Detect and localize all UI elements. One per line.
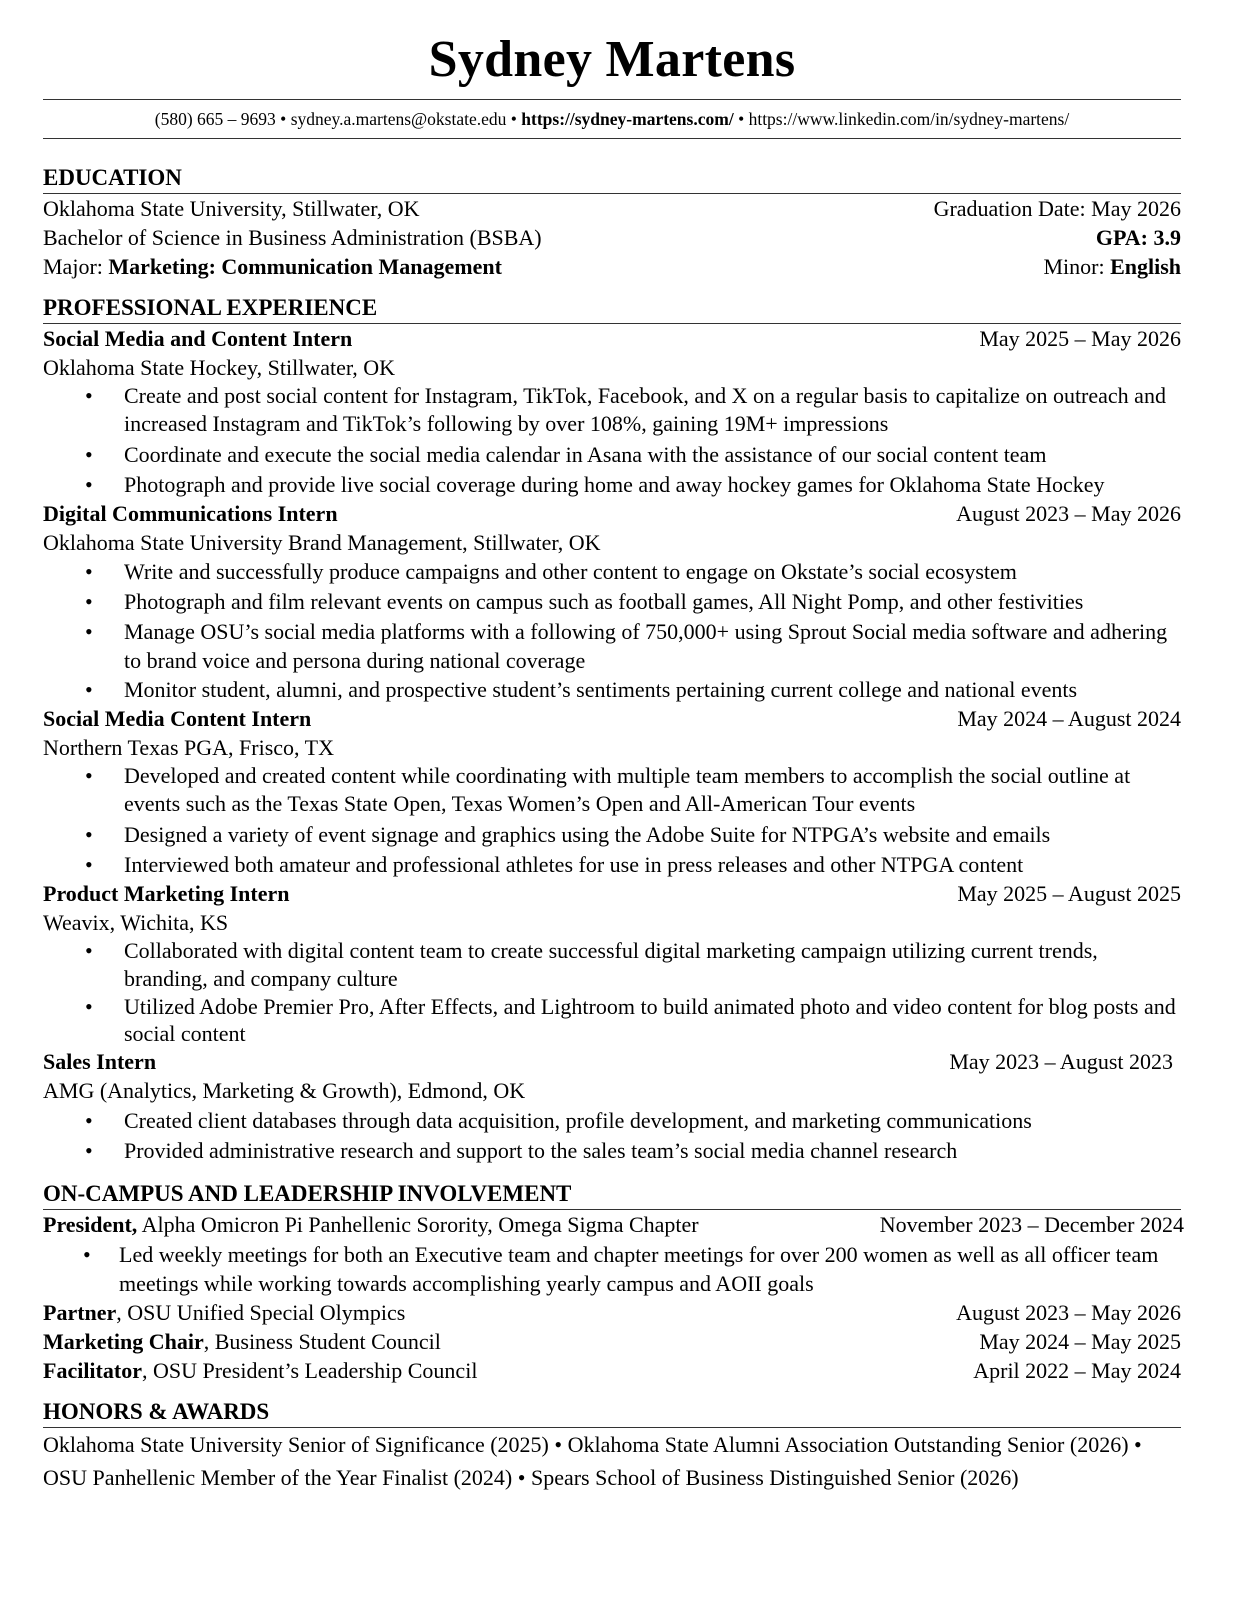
section-title: ON-CAMPUS AND LEADERSHIP INVOLVEMENT xyxy=(43,1181,572,1206)
job-dates: May 2025 – May 2026 xyxy=(979,326,1181,351)
leadership-row xyxy=(43,1356,1181,1385)
list-item: • Created client databases through data acquisition, profile development, and marketing communications xyxy=(43,1106,1181,1135)
major-value: Marketing: Communication Management xyxy=(108,254,502,279)
job-bullets xyxy=(43,762,1181,879)
job-role: Sales Intern xyxy=(43,1049,157,1074)
job-role: Social Media Content Intern xyxy=(43,706,312,731)
leadership-role: President, xyxy=(43,1212,138,1237)
leadership-dates: April 2022 – May 2024 xyxy=(973,1358,1181,1383)
list-item: • Photograph and provide live social coverage during home and away hockey games for Oklahoma State Hockey xyxy=(43,470,1181,499)
list-item: • Provided administrative research and support to the sales team’s social media channel research xyxy=(43,1136,1181,1165)
leadership-org: , OSU President’s Leadership Council xyxy=(141,1358,478,1383)
job-role: Product Marketing Intern xyxy=(43,881,290,906)
section-title: PROFESSIONAL EXPERIENCE xyxy=(43,295,378,320)
job-org xyxy=(43,908,1181,937)
list-item: • Coordinate and execute the social media calendar in Asana with the assistance of our social content team xyxy=(43,440,1181,469)
job-org xyxy=(43,733,1181,762)
list-item: • Developed and created content while coordinating with multiple team members to accomplish the social outline at events such as the Texas State Open, Texas Women’s Open and All-American Tour events xyxy=(43,762,1181,818)
honors-section xyxy=(43,1399,1181,1494)
contact-separator: • xyxy=(738,109,745,129)
job-header xyxy=(43,704,1181,733)
list-item: • Interviewed both amateur and professional athletes for use in press releases and other NTPGA content xyxy=(43,850,1181,879)
experience-section xyxy=(43,295,1181,1165)
leadership-org: Alpha Omicron Pi Panhellenic Sorority, Omega Sigma Chapter xyxy=(137,1212,699,1237)
leadership-section xyxy=(43,1181,1184,1385)
job-org xyxy=(43,353,1181,382)
graduation-date: Graduation Date: May 2026 xyxy=(933,196,1181,221)
leadership-dates: November 2023 – December 2024 xyxy=(879,1212,1184,1237)
job-dates: May 2024 – August 2024 xyxy=(957,706,1181,731)
job-bullets xyxy=(43,382,1181,499)
leadership-row xyxy=(43,1298,1181,1327)
job-role: Social Media and Content Intern xyxy=(43,326,353,351)
leadership-dates: May 2024 – May 2025 xyxy=(979,1329,1181,1354)
contact-separator: • xyxy=(510,109,517,129)
job-bullets xyxy=(43,1106,1181,1165)
leadership-role: Partner xyxy=(43,1300,117,1325)
resume-page xyxy=(43,0,1184,1494)
minor-value: English xyxy=(1110,254,1181,279)
leadership-org: , Business Student Council xyxy=(203,1329,441,1354)
leadership-bullets xyxy=(43,1240,1181,1298)
job-header xyxy=(43,324,1181,353)
contact-website[interactable]: https://sydney-martens.com/ xyxy=(521,109,734,129)
list-item: • Manage OSU’s social media platforms with a following of 750,000+ using Sprout Social media software and adhering to brand voice and persona during national coverage xyxy=(43,617,1181,675)
contact-linkedin[interactable]: https://www.linkedin.com/in/sydney-martens/ xyxy=(748,109,1070,129)
job-org-text: Weavix, Wichita, KS xyxy=(43,910,229,935)
degree: Bachelor of Science in Business Administration (BSBA) xyxy=(43,225,542,250)
list-item: • Create and post social content for Instagram, TikTok, Facebook, and X on a regular basis to capitalize on outreach and increased Instagram and TikTok’s following by over 108%, gaining 19M+ impressions xyxy=(43,382,1181,438)
major-label: Major: xyxy=(43,254,109,279)
job-org-text: Oklahoma State Hockey, Stillwater, OK xyxy=(43,355,396,380)
education-section xyxy=(43,165,1181,281)
list-item: • Write and successfully produce campaigns and other content to engage on Okstate’s social ecosystem xyxy=(43,557,1181,586)
education-row xyxy=(43,223,1181,252)
job-bullets xyxy=(43,937,1181,1047)
leadership-role: Marketing Chair xyxy=(43,1329,204,1354)
header-rule-bottom xyxy=(43,138,1181,139)
job-header xyxy=(43,879,1181,908)
job-header xyxy=(43,499,1181,528)
leadership-row xyxy=(43,1210,1184,1239)
job-role: Digital Communications Intern xyxy=(43,501,338,526)
job-org xyxy=(43,528,1181,557)
list-item: • Led weekly meetings for both an Executive team and chapter meetings for over 200 women as well as all officer team meetings while working towards accomplishing yearly campus and AOII goals xyxy=(43,1240,1181,1298)
job-org xyxy=(43,1076,1181,1105)
job-entry xyxy=(43,499,1181,704)
leadership-org: , OSU Unified Special Olympics xyxy=(116,1300,406,1325)
leadership-position xyxy=(43,1210,699,1239)
education-row xyxy=(43,252,1181,281)
contact-phone: (580) 665 – 9693 xyxy=(154,109,276,129)
job-entry xyxy=(43,1047,1181,1165)
job-org-text: Oklahoma State University Brand Management, Stillwater, OK xyxy=(43,530,601,555)
section-title: HONORS & AWARDS xyxy=(43,1399,270,1424)
job-header xyxy=(43,1047,1181,1076)
leadership-position xyxy=(43,1356,477,1385)
job-dates: May 2023 – August 2023 xyxy=(949,1049,1173,1074)
gpa: GPA: 3.9 xyxy=(1095,225,1181,250)
job-dates: May 2025 – August 2025 xyxy=(957,881,1181,906)
job-org-text: Northern Texas PGA, Frisco, TX xyxy=(43,735,334,760)
honors-text: Oklahoma State University Senior of Significance (2025) • Oklahoma State Alumni Association Outstanding Senior (2026) • OSU Panhellenic Member of the Year Finalist (2024) • Spears School of Business Distinguished Senior (2026) xyxy=(43,1432,1142,1490)
list-item: • Designed a variety of event signage and graphics using the Adobe Suite for NTPGA’s website and emails xyxy=(43,820,1181,849)
contact-email[interactable]: sydney.a.martens@okstate.edu xyxy=(290,109,507,129)
job-entry xyxy=(43,879,1181,1047)
leadership-role: Facilitator xyxy=(43,1358,142,1383)
job-bullets xyxy=(43,557,1181,704)
section-title: EDUCATION xyxy=(43,165,182,190)
list-item: • Monitor student, alumni, and prospective student’s sentiments pertaining current college and national events xyxy=(43,675,1181,704)
list-item: • Collaborated with digital content team to create successful digital marketing campaign utilizing current trends, branding, and company culture xyxy=(43,937,1181,993)
minor-label: Minor: xyxy=(1043,254,1111,279)
school-name: Oklahoma State University, Stillwater, OK xyxy=(43,196,420,221)
education-row xyxy=(43,194,1181,223)
list-item: • Photograph and film relevant events on campus such as football games, All Night Pomp, and other festivities xyxy=(43,587,1181,616)
job-entry xyxy=(43,324,1181,499)
leadership-position xyxy=(43,1298,405,1327)
leadership-dates: August 2023 – May 2026 xyxy=(956,1300,1181,1325)
list-item: • Utilized Adobe Premier Pro, After Effects, and Lightroom to build animated photo and video content for blog posts and social content xyxy=(43,993,1181,1047)
resume-name: Sydney Martens xyxy=(428,31,796,88)
job-org-text: AMG (Analytics, Marketing & Growth), Edmond, OK xyxy=(43,1078,526,1103)
job-entry xyxy=(43,704,1181,879)
job-dates: August 2023 – May 2026 xyxy=(956,501,1181,526)
major-line xyxy=(43,252,502,281)
leadership-position xyxy=(43,1327,441,1356)
minor-line xyxy=(1043,252,1181,281)
leadership-row xyxy=(43,1327,1181,1356)
contact-line xyxy=(43,100,1181,138)
contact-separator: • xyxy=(280,109,287,129)
